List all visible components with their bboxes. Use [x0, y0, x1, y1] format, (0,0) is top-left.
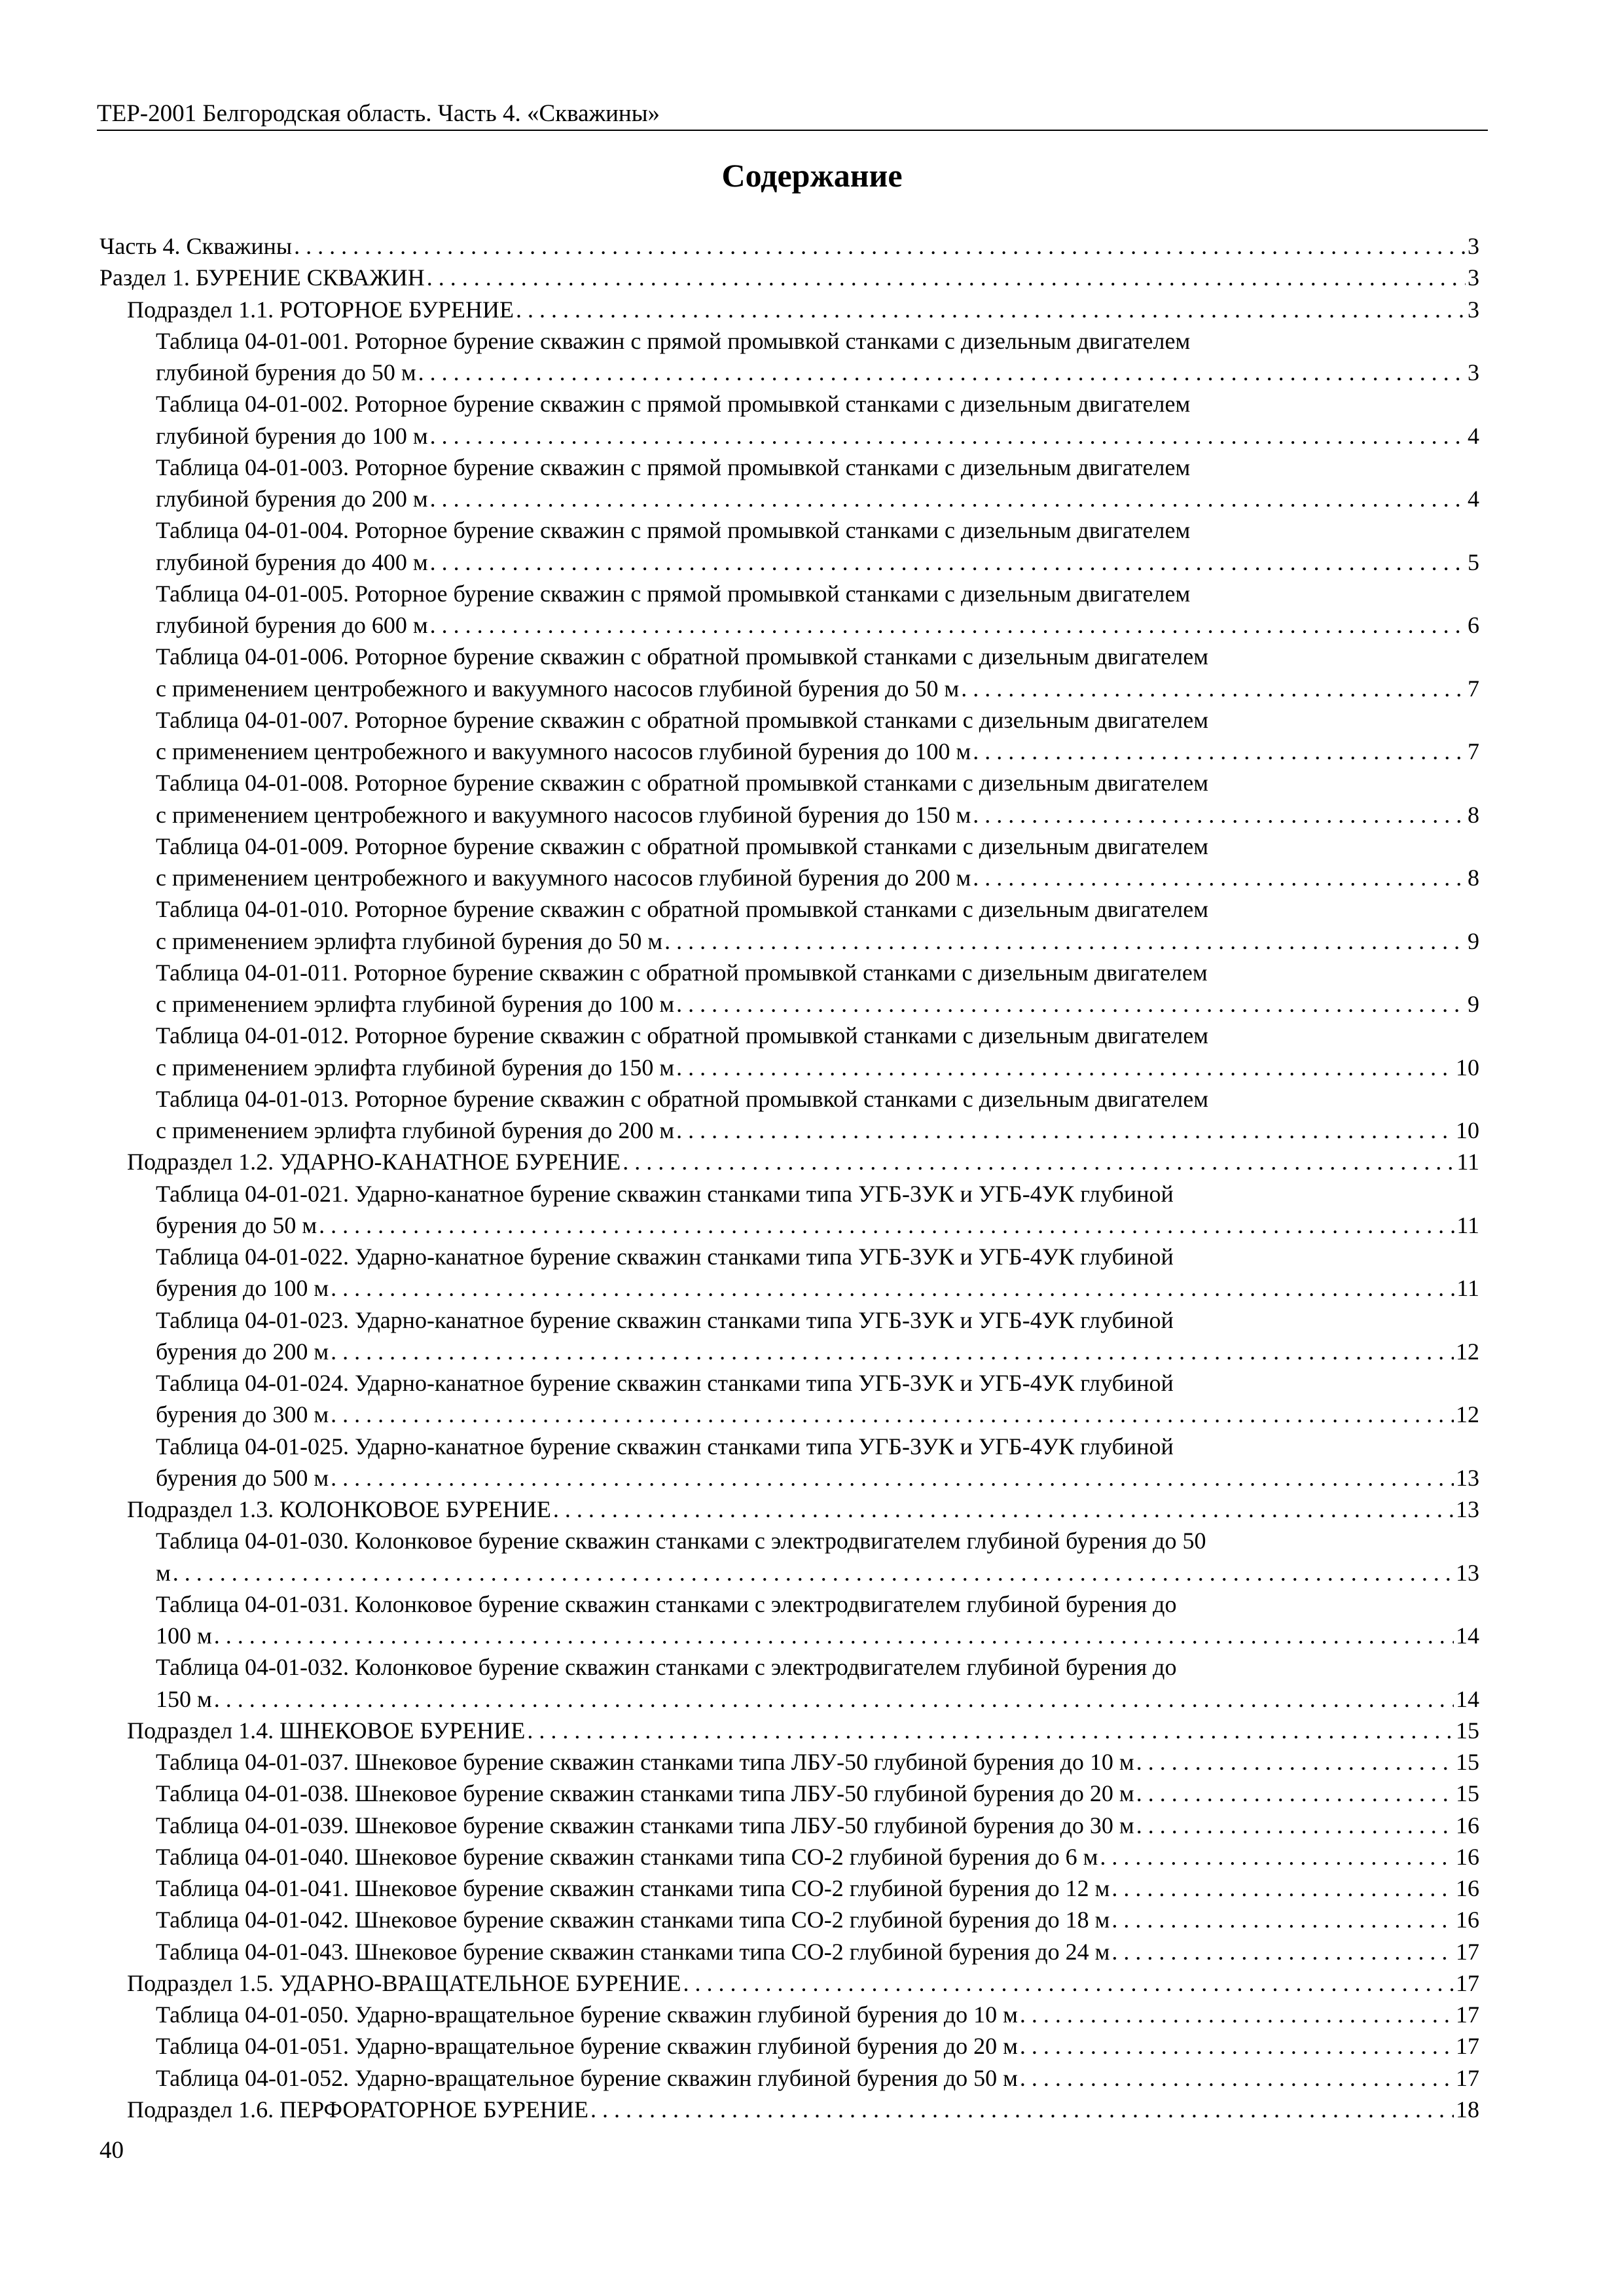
toc-entry-table[interactable]: [99, 1904, 1479, 1935]
toc-entry-title-line: бурения до 300 м: [156, 1401, 329, 1428]
toc-entry-table[interactable]: [99, 1525, 1479, 1588]
toc-page-number: 16: [1456, 1875, 1479, 1901]
dot-leader: [1136, 1810, 1454, 1841]
toc-entry-title-line: Подраздел 1.6. ПЕРФОРАТОРНОЕ БУРЕНИЕ: [127, 2096, 589, 2123]
toc-entry-table[interactable]: [99, 1651, 1479, 1715]
toc-entry-title-line: бурения до 100 м: [156, 1275, 329, 1302]
toc-page-number: 17: [1456, 1938, 1479, 1965]
toc-entry-title-line: Таблица 04-01-008. Роторное бурение скважин с обратной промывкой станками с дизельным двигателем: [156, 770, 1208, 797]
toc-entry-title-line: Таблица 04-01-006. Роторное бурение скважин с обратной промывкой станками с дизельным двигателем: [156, 643, 1208, 670]
toc-entry-subsection[interactable]: [99, 1967, 1479, 1999]
toc-entry-title-line: глубиной бурения до 600 м: [156, 612, 428, 638]
dot-leader: [214, 1683, 1454, 1715]
toc-page-number: 3: [1468, 359, 1479, 386]
toc-page-number: 10: [1456, 1054, 1479, 1081]
toc-page-number: 17: [1456, 2001, 1479, 2028]
dot-leader: [430, 420, 1466, 452]
dot-leader: [1136, 1778, 1454, 1809]
toc-entry-title-line: с применением эрлифта глубиной бурения до 150 м: [156, 1054, 675, 1081]
toc-entry-title-line: Таблица 04-01-039. Шнековое бурение скважин станками типа ЛБУ-50 глубиной бурения до 30 м: [156, 1812, 1134, 1839]
page-title: Содержание: [721, 157, 903, 194]
toc-entry-table[interactable]: [99, 325, 1479, 389]
toc-entry-section[interactable]: [99, 262, 1479, 293]
dot-leader: [331, 1399, 1454, 1430]
toc-entry-title-line: глубиной бурения до 400 м: [156, 548, 428, 575]
toc-entry-title-line: с применением центробежного и вакуумного насосов глубиной бурения до 100 м: [156, 738, 971, 764]
toc-entry-title-line: Раздел 1. БУРЕНИЕ СКВАЖИН: [99, 264, 425, 291]
toc-entry-table[interactable]: [99, 1778, 1479, 1809]
dot-leader: [527, 1715, 1454, 1746]
dot-leader: [1136, 1746, 1454, 1778]
toc-entry-title-line: Таблица 04-01-032. Колонковое бурение скважин станками с электродвигателем глубиной бурения до: [156, 1654, 1177, 1681]
dot-leader: [961, 673, 1466, 704]
toc-entry-title-line: глубиной бурения до 50 м: [156, 359, 416, 386]
toc-entry-table[interactable]: [99, 1367, 1479, 1431]
toc-entry-title-line: глубиной бурения до 100 м: [156, 422, 428, 449]
toc-entry-title-line: 100 м: [156, 1623, 212, 1649]
toc-entry-title-line: Подраздел 1.3. КОЛОНКОВОЕ БУРЕНИЕ: [127, 1496, 551, 1522]
dot-leader: [294, 230, 1466, 262]
toc-page-number: 8: [1468, 801, 1479, 828]
toc-page-number: 11: [1456, 1275, 1479, 1302]
toc-entry-table[interactable]: [99, 1841, 1479, 1873]
dot-leader: [173, 1557, 1454, 1588]
dot-leader: [973, 799, 1466, 831]
toc-entry-table[interactable]: [99, 452, 1479, 515]
toc-entry-title-line: Таблица 04-01-052. Ударно-вращательное бурение скважин глубиной бурения до 50 м: [156, 2064, 1018, 2091]
toc-entry-table[interactable]: [99, 1020, 1479, 1083]
toc-page-number: 15: [1456, 1780, 1479, 1807]
dot-leader: [331, 1272, 1454, 1304]
toc-entry-title-line: бурения до 500 м: [156, 1464, 329, 1491]
toc-entry-table[interactable]: [99, 767, 1479, 831]
toc-entry-title-line: Таблица 04-01-005. Роторное бурение скважин с прямой промывкой станками с дизельным двигателем: [156, 580, 1191, 607]
toc-entry-table[interactable]: [99, 957, 1479, 1020]
toc-entry-table[interactable]: [99, 831, 1479, 894]
toc-entry-title-line: Таблица 04-01-024. Ударно-канатное бурение скважин станками типа УГБ-3УК и УГБ-4УК глубиной: [156, 1370, 1174, 1396]
dot-leader: [676, 1052, 1454, 1083]
toc-page-number: 12: [1456, 1401, 1479, 1428]
toc-page-number: 15: [1456, 1749, 1479, 1775]
toc-page-number: 13: [1456, 1496, 1479, 1522]
toc-page-number: 3: [1468, 264, 1479, 291]
toc-page-number: 7: [1468, 675, 1479, 702]
dot-leader: [1100, 1841, 1454, 1873]
toc-entry-title-line: 150 м: [156, 1685, 212, 1712]
dot-leader: [553, 1494, 1454, 1525]
toc-entry-title-line: Таблица 04-01-001. Роторное бурение скважин с прямой промывкой станками с дизельным двигателем: [156, 327, 1191, 354]
toc-entry-title-line: глубиной бурения до 200 м: [156, 486, 428, 512]
toc-entry-title-line: Таблица 04-01-012. Роторное бурение скважин с обратной промывкой станками с дизельным двигателем: [156, 1022, 1208, 1049]
toc-entry-title-line: Таблица 04-01-002. Роторное бурение скважин с прямой промывкой станками с дизельным двигателем: [156, 391, 1191, 418]
toc-entry-table[interactable]: [99, 1241, 1479, 1304]
toc-entry-title-line: бурения до 50 м: [156, 1211, 317, 1238]
toc-entry-title-line: с применением центробежного и вакуумного насосов глубиной бурения до 150 м: [156, 801, 971, 828]
toc-entry-subsection[interactable]: [99, 294, 1479, 325]
dot-leader: [1111, 1936, 1454, 1967]
dot-leader: [427, 262, 1466, 293]
toc-page-number: 18: [1456, 2096, 1479, 2123]
toc-entry-title-line: Таблица 04-01-043. Шнековое бурение скважин станками типа СО-2 глубиной бурения до 24 м: [156, 1938, 1110, 1965]
toc-entry-title-line: Таблица 04-01-030. Колонковое бурение скважин станками с электродвигателем глубиной бурения до 50: [156, 1528, 1206, 1554]
toc-entry-title-line: Таблица 04-01-041. Шнековое бурение скважин станками типа СО-2 глубиной бурения до 12 м: [156, 1875, 1110, 1901]
toc-page-number: 3: [1468, 296, 1479, 323]
toc-entry-table[interactable]: [99, 578, 1479, 641]
toc-entry-table[interactable]: [99, 704, 1479, 768]
toc-entry-title-line: Подраздел 1.1. РОТОРНОЕ БУРЕНИЕ: [127, 296, 514, 323]
dot-leader: [516, 294, 1466, 325]
toc-page-number: 15: [1456, 1717, 1479, 1744]
toc-entry-title-line: Таблица 04-01-022. Ударно-канатное бурение скважин станками типа УГБ-3УК и УГБ-4УК глубиной: [156, 1244, 1174, 1270]
toc-page-number: 12: [1456, 1338, 1479, 1365]
toc-entry-title-line: Таблица 04-01-038. Шнековое бурение скважин станками типа ЛБУ-50 глубиной бурения до 20 м: [156, 1780, 1134, 1807]
toc-entry-title-line: Таблица 04-01-003. Роторное бурение скважин с прямой промывкой станками с дизельным двигателем: [156, 454, 1191, 480]
toc-entry-table[interactable]: [99, 1083, 1479, 1147]
toc-entry-title-line: Таблица 04-01-042. Шнековое бурение скважин станками типа СО-2 глубиной бурения до 18 м: [156, 1907, 1110, 1933]
header-rule: [97, 130, 1488, 131]
toc-entry-title-line: Таблица 04-01-013. Роторное бурение скважин с обратной промывкой станками с дизельным двигателем: [156, 1085, 1208, 1112]
toc-entry-title-line: Таблица 04-01-021. Ударно-канатное бурение скважин станками типа УГБ-3УК и УГБ-4УК глубиной: [156, 1180, 1174, 1207]
dot-leader: [973, 862, 1466, 893]
toc-page-number: 13: [1456, 1559, 1479, 1586]
dot-leader: [623, 1146, 1454, 1177]
toc-entry-table[interactable]: [99, 388, 1479, 452]
dot-leader: [214, 1620, 1454, 1651]
dot-leader: [430, 609, 1466, 641]
toc-entry-title-line: с применением эрлифта глубиной бурения до 200 м: [156, 1117, 675, 1143]
toc-page-number: 13: [1456, 1464, 1479, 1491]
toc-entry-title-line: Таблица 04-01-050. Ударно-вращательное бурение скважин глубиной бурения до 10 м: [156, 2001, 1018, 2028]
toc-entry-title-line: Таблица 04-01-040. Шнековое бурение скважин станками типа СО-2 глубиной бурения до 6 м: [156, 1843, 1098, 1870]
toc-entry-subsection[interactable]: [99, 2094, 1479, 2125]
toc-entry-title-line: Таблица 04-01-037. Шнековое бурение скважин станками типа ЛБУ-50 глубиной бурения до 10 м: [156, 1749, 1134, 1775]
toc-page-number: 9: [1468, 991, 1479, 1017]
toc-page-number: 11: [1456, 1211, 1479, 1238]
toc-page-number: 6: [1468, 612, 1479, 638]
toc-entry-title-line: Часть 4. Скважины: [99, 233, 293, 259]
toc-entry-table[interactable]: [99, 893, 1479, 957]
toc-entry-table[interactable]: [99, 1431, 1479, 1494]
toc-entry-title-line: Таблица 04-01-051. Ударно-вращательное бурение скважин глубиной бурения до 20 м: [156, 2033, 1018, 2060]
toc-entry-title-line: Таблица 04-01-007. Роторное бурение скважин с обратной промывкой станками с дизельным двигателем: [156, 706, 1208, 733]
toc-entry-title-line: Таблица 04-01-023. Ударно-канатное бурение скважин станками типа УГБ-3УК и УГБ-4УК глубиной: [156, 1306, 1174, 1333]
dot-leader: [331, 1336, 1454, 1367]
toc-page-number: 17: [1456, 2033, 1479, 2060]
toc-entry-title-line: м: [156, 1559, 171, 1586]
toc-page-number: 3: [1468, 233, 1479, 259]
page-number: 40: [99, 2137, 124, 2164]
toc-entry-title-line: Таблица 04-01-031. Колонковое бурение скважин станками с электродвигателем глубиной бурения до: [156, 1590, 1177, 1617]
table-of-contents: [99, 230, 1479, 2125]
toc-page-number: 17: [1456, 1969, 1479, 1996]
toc-page-number: 4: [1468, 422, 1479, 449]
dot-leader: [590, 2094, 1454, 2125]
dot-leader: [664, 925, 1466, 957]
dot-leader: [319, 1210, 1454, 1241]
dot-leader: [430, 483, 1466, 514]
dot-leader: [1111, 1873, 1454, 1904]
dot-leader: [1020, 2030, 1454, 2062]
dot-leader: [973, 736, 1466, 767]
toc-entry-table[interactable]: [99, 1999, 1479, 2030]
dot-leader: [1020, 2062, 1454, 2094]
toc-page-number: 9: [1468, 927, 1479, 954]
toc-entry-title-line: с применением центробежного и вакуумного насосов глубиной бурения до 50 м: [156, 675, 960, 702]
toc-page-number: 14: [1456, 1623, 1479, 1649]
dot-leader: [683, 1967, 1454, 1999]
dot-leader: [331, 1462, 1454, 1494]
toc-page-number: 10: [1456, 1117, 1479, 1143]
toc-entry-title-line: Подраздел 1.2. УДАРНО-КАНАТНОЕ БУРЕНИЕ: [127, 1149, 621, 1175]
toc-entry-table[interactable]: [99, 1588, 1479, 1652]
toc-page-number: 11: [1456, 1149, 1479, 1175]
toc-page-number: 16: [1456, 1843, 1479, 1870]
toc-entry-title-line: Таблица 04-01-010. Роторное бурение скважин с обратной промывкой станками с дизельным двигателем: [156, 896, 1208, 923]
toc-page-number: 14: [1456, 1685, 1479, 1712]
dot-leader: [1111, 1904, 1454, 1935]
toc-entry-title-line: Таблица 04-01-011. Роторное бурение скважин с обратной промывкой станками с дизельным двигателем: [156, 959, 1208, 986]
toc-entry-table[interactable]: [99, 1873, 1479, 1904]
toc-entry-title-line: Подраздел 1.4. ШНЕКОВОЕ БУРЕНИЕ: [127, 1717, 526, 1744]
toc-entry-subsection[interactable]: [99, 1146, 1479, 1177]
toc-entry-table[interactable]: [99, 2062, 1479, 2094]
toc-entry-title-line: с применением эрлифта глубиной бурения до 100 м: [156, 991, 675, 1017]
dot-leader: [676, 988, 1466, 1020]
toc-entry-subsection[interactable]: [99, 1494, 1479, 1525]
dot-leader: [1020, 1999, 1454, 2030]
toc-entry-table[interactable]: [99, 514, 1479, 578]
toc-page-number: 17: [1456, 2064, 1479, 2091]
toc-entry-table[interactable]: [99, 2030, 1479, 2062]
dot-leader: [418, 357, 1466, 388]
toc-entry-title-line: Таблица 04-01-004. Роторное бурение скважин с прямой промывкой станками с дизельным двигателем: [156, 517, 1191, 544]
toc-entry-title-line: Таблица 04-01-025. Ударно-канатное бурение скважин станками типа УГБ-3УК и УГБ-4УК глубиной: [156, 1433, 1174, 1460]
toc-entry-table[interactable]: [99, 641, 1479, 704]
toc-page-number: 7: [1468, 738, 1479, 764]
toc-entry-subsection[interactable]: [99, 1715, 1479, 1746]
dot-leader: [676, 1115, 1454, 1146]
toc-page-number: 4: [1468, 486, 1479, 512]
toc-page-number: 8: [1468, 865, 1479, 891]
toc-page-number: 5: [1468, 548, 1479, 575]
toc-entry-table[interactable]: [99, 1936, 1479, 1967]
toc-page-number: 16: [1456, 1907, 1479, 1933]
toc-entry-title-line: бурения до 200 м: [156, 1338, 329, 1365]
running-header: ТЕР-2001 Белгородская область. Часть 4. «Скважины»: [97, 100, 660, 127]
toc-entry-table[interactable]: [99, 1178, 1479, 1242]
toc-page-number: 16: [1456, 1812, 1479, 1839]
toc-entry-title-line: с применением эрлифта глубиной бурения до 50 м: [156, 927, 663, 954]
toc-entry-section[interactable]: [99, 230, 1479, 262]
toc-entry-title-line: Таблица 04-01-009. Роторное бурение скважин с обратной промывкой станками с дизельным двигателем: [156, 833, 1208, 859]
toc-entry-title-line: Подраздел 1.5. УДАРНО-ВРАЩАТЕЛЬНОЕ БУРЕНИЕ: [127, 1969, 681, 1996]
toc-entry-title-line: с применением центробежного и вакуумного насосов глубиной бурения до 200 м: [156, 865, 971, 891]
toc-entry-table[interactable]: [99, 1746, 1479, 1778]
toc-entry-table[interactable]: [99, 1304, 1479, 1368]
dot-leader: [430, 547, 1466, 578]
toc-entry-table[interactable]: [99, 1810, 1479, 1841]
